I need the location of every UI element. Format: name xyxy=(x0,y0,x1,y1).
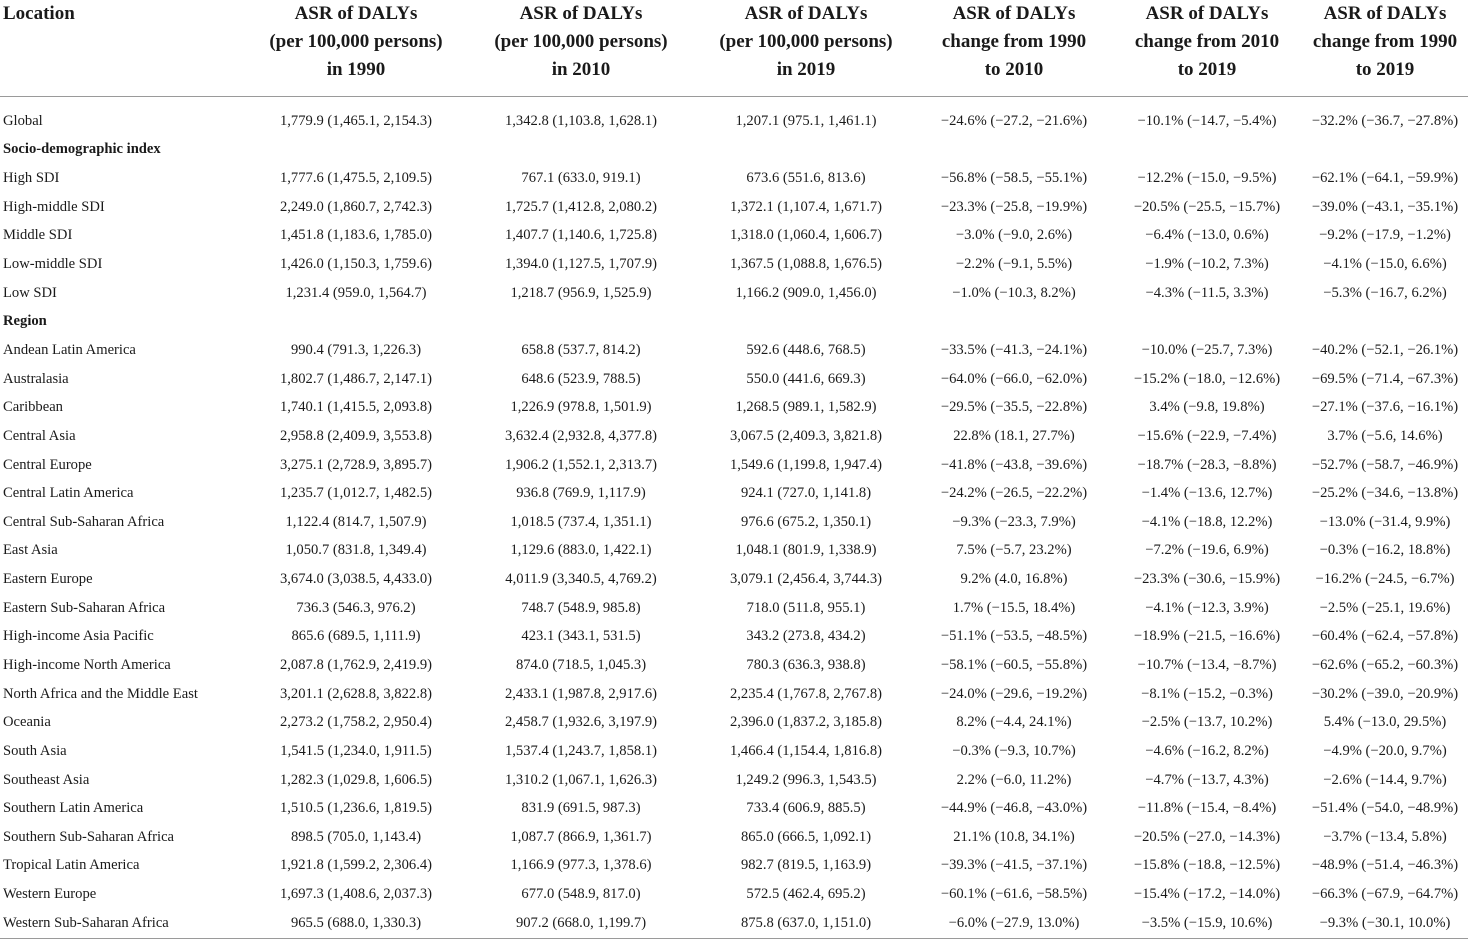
value-cell: 648.6 (523.9, 788.5) xyxy=(521,370,641,387)
value-cell: 343.2 (273.8, 434.2) xyxy=(746,628,866,645)
value-cell: 1,218.7 (956.9, 1,525.9) xyxy=(510,284,652,301)
location-cell: Australasia xyxy=(3,370,69,387)
value-cell: 2,087.8 (1,762.9, 2,419.9) xyxy=(279,656,432,673)
value-cell: 1,394.0 (1,127.5, 1,707.9) xyxy=(504,256,657,273)
table-row xyxy=(0,880,1468,909)
value-cell: 658.8 (537.7, 814.2) xyxy=(521,341,641,358)
column-header-change-1990-2019: ASR of DALYs change from 1990 to 2019 xyxy=(1302,0,1468,97)
table-header xyxy=(0,0,1468,107)
value-cell: −4.3% (−11.5, 3.3%) xyxy=(1145,284,1269,301)
value-cell: −24.0% (−29.6, −19.2%) xyxy=(940,685,1088,702)
value-cell: −52.7% (−58.7, −46.9%) xyxy=(1311,456,1459,473)
value-cell: 1,207.1 (975.1, 1,461.1) xyxy=(735,112,877,129)
value-cell: −12.2% (−15.0, −9.5%) xyxy=(1137,170,1277,187)
value-cell xyxy=(246,136,466,165)
table-row xyxy=(0,909,1468,938)
value-cell: 718.0 (511.8, 955.1) xyxy=(746,599,866,616)
value-cell: 2,249.0 (1,860.7, 2,742.3) xyxy=(279,198,432,215)
value-cell: −20.5% (−27.0, −14.3%) xyxy=(1133,828,1281,845)
location-cell: Southern Latin America xyxy=(3,800,144,817)
value-cell xyxy=(246,307,466,336)
value-cell: −2.5% (−13.7, 10.2%) xyxy=(1141,714,1273,731)
value-cell: 865.6 (689.5, 1,111.9) xyxy=(291,628,421,645)
value-cell: 3.7% (−5.6, 14.6%) xyxy=(1327,427,1443,444)
value-cell: 831.9 (691.5, 987.3) xyxy=(521,800,641,817)
value-cell: −15.8% (−18.8, −12.5%) xyxy=(1133,857,1281,874)
value-cell: 1,048.1 (801.9, 1,338.9) xyxy=(735,542,877,559)
value-cell xyxy=(466,307,696,336)
column-header-asr-2010: ASR of DALYs (per 100,000 persons) in 2010 xyxy=(466,0,696,97)
value-cell: −2.6% (−14.4, 9.7%) xyxy=(1323,771,1447,788)
location-cell: Oceania xyxy=(3,714,51,731)
location-cell: High-income North America xyxy=(3,656,171,673)
value-cell: 1,268.5 (989.1, 1,582.9) xyxy=(735,399,877,416)
value-cell: −1.4% (−13.6, 12.7%) xyxy=(1141,485,1273,502)
value-cell: 1,697.3 (1,408.6, 2,037.3) xyxy=(279,886,432,903)
table-row xyxy=(0,737,1468,766)
location-cell: High-income Asia Pacific xyxy=(3,628,154,645)
value-cell: −40.2% (−52.1, −26.1%) xyxy=(1311,341,1459,358)
table-row xyxy=(0,250,1468,279)
value-cell: 875.8 (637.0, 1,151.0) xyxy=(740,914,872,931)
table-row xyxy=(0,565,1468,594)
value-cell: 2,235.4 (1,767.8, 2,767.8) xyxy=(729,685,882,702)
location-cell: Tropical Latin America xyxy=(3,857,140,874)
location-cell: Central Europe xyxy=(3,456,92,473)
location-cell: Central Sub-Saharan Africa xyxy=(3,513,165,530)
value-cell: 1,166.9 (977.3, 1,378.6) xyxy=(510,857,652,874)
value-cell: −64.0% (−66.0, −62.0%) xyxy=(940,370,1088,387)
value-cell: −15.4% (−17.2, −14.0%) xyxy=(1133,886,1281,903)
value-cell: −10.1% (−14.7, −5.4%) xyxy=(1137,112,1277,129)
table-row xyxy=(0,336,1468,365)
value-cell xyxy=(1112,307,1302,336)
value-cell: 2,958.8 (2,409.9, 3,553.8) xyxy=(279,427,432,444)
value-cell: −15.2% (−18.0, −12.6%) xyxy=(1133,370,1281,387)
value-cell: 3,632.4 (2,932.8, 4,377.8) xyxy=(504,427,657,444)
location-cell: Middle SDI xyxy=(3,227,73,244)
value-cell: −4.9% (−20.0, 9.7%) xyxy=(1323,742,1447,759)
value-cell: 1,367.5 (1,088.8, 1,676.5) xyxy=(729,256,882,273)
value-cell: −56.8% (−58.5, −55.1%) xyxy=(940,170,1088,187)
value-cell: 733.4 (606.9, 885.5) xyxy=(746,800,866,817)
value-cell: 1,166.2 (909.0, 1,456.0) xyxy=(735,284,877,301)
value-cell: 2.2% (−6.0, 11.2%) xyxy=(956,771,1072,788)
section-label: Socio-demographic index xyxy=(3,141,161,158)
column-header-asr-2019: ASR of DALYs (per 100,000 persons) in 2019 xyxy=(696,0,916,97)
value-cell: 1,226.9 (978.8, 1,501.9) xyxy=(510,399,652,416)
table-row xyxy=(0,193,1468,222)
value-cell: 1,906.2 (1,552.1, 2,313.7) xyxy=(504,456,657,473)
value-cell: 1,740.1 (1,415.5, 2,093.8) xyxy=(279,399,432,416)
value-cell: 1,407.7 (1,140.6, 1,725.8) xyxy=(504,227,657,244)
value-cell: 4,011.9 (3,340.5, 4,769.2) xyxy=(505,571,657,588)
value-cell: 5.4% (−13.0, 29.5%) xyxy=(1323,714,1447,731)
value-cell: −1.9% (−10.2, 7.3%) xyxy=(1145,256,1269,273)
value-cell: −11.8% (−15.4, −8.4%) xyxy=(1137,800,1277,817)
table-row xyxy=(0,479,1468,508)
value-cell: −24.6% (−27.2, −21.6%) xyxy=(940,112,1088,129)
value-cell: 736.3 (546.3, 976.2) xyxy=(296,599,416,616)
column-header-asr-1990: ASR of DALYs (per 100,000 persons) in 1990 xyxy=(246,0,466,97)
value-cell: −9.2% (−17.9, −1.2%) xyxy=(1319,227,1451,244)
value-cell: 1,466.4 (1,154.4, 1,816.8) xyxy=(729,742,882,759)
value-cell: 990.4 (791.3, 1,226.3) xyxy=(290,341,422,358)
value-cell: 1.7% (−15.5, 18.4%) xyxy=(952,599,1076,616)
value-cell: −8.1% (−15.2, −0.3%) xyxy=(1141,685,1273,702)
value-cell: 673.6 (551.6, 813.6) xyxy=(746,170,866,187)
value-cell: −32.2% (−36.7, −27.8%) xyxy=(1311,112,1459,129)
footer-rule xyxy=(0,938,1468,945)
value-cell: 1,282.3 (1,029.8, 1,606.5) xyxy=(279,771,432,788)
value-cell: −48.9% (−51.4, −46.3%) xyxy=(1311,857,1459,874)
value-cell: −62.6% (−65.2, −60.3%) xyxy=(1311,656,1459,673)
section-header-row xyxy=(0,136,1468,165)
table-row xyxy=(0,794,1468,823)
value-cell: −20.5% (−25.5, −15.7%) xyxy=(1133,198,1281,215)
location-cell: High-middle SDI xyxy=(3,198,105,215)
value-cell: 1,537.4 (1,243.7, 1,858.1) xyxy=(504,742,657,759)
value-cell: −60.1% (−61.6, −58.5%) xyxy=(940,886,1088,903)
value-cell: −27.1% (−37.6, −16.1%) xyxy=(1311,399,1459,416)
location-cell: Central Asia xyxy=(3,427,76,444)
value-cell: −29.5% (−35.5, −22.8%) xyxy=(940,399,1088,416)
value-cell: 572.5 (462.4, 695.2) xyxy=(746,886,866,903)
value-cell: −30.2% (−39.0, −20.9%) xyxy=(1311,685,1459,702)
table-row xyxy=(0,623,1468,652)
value-cell: −1.0% (−10.3, 8.2%) xyxy=(952,284,1076,301)
location-cell: Global xyxy=(3,112,43,129)
table-row xyxy=(0,164,1468,193)
header-spacer xyxy=(0,97,1468,108)
value-cell: −44.9% (−46.8, −43.0%) xyxy=(940,800,1088,817)
value-cell: 3,674.0 (3,038.5, 4,433.0) xyxy=(279,571,432,588)
value-cell: 936.8 (769.9, 1,117.9) xyxy=(516,485,646,502)
value-cell: 874.0 (718.5, 1,045.3) xyxy=(515,656,647,673)
table-body xyxy=(0,107,1468,938)
value-cell: −39.3% (−41.5, −37.1%) xyxy=(940,857,1088,874)
value-cell: −23.3% (−30.6, −15.9%) xyxy=(1133,571,1281,588)
value-cell xyxy=(1302,307,1468,336)
value-cell: −0.3% (−16.2, 18.8%) xyxy=(1319,542,1451,559)
value-cell: 976.6 (675.2, 1,350.1) xyxy=(740,513,872,530)
value-cell xyxy=(916,136,1112,165)
value-cell: −58.1% (−60.5, −55.8%) xyxy=(940,656,1088,673)
table-row xyxy=(0,594,1468,623)
value-cell: 3,201.1 (2,628.8, 3,822.8) xyxy=(279,685,432,702)
value-cell: 1,249.2 (996.3, 1,543.5) xyxy=(735,771,877,788)
location-cell: Western Europe xyxy=(3,886,97,903)
value-cell: 1,310.2 (1,067.1, 1,626.3) xyxy=(504,771,657,788)
location-cell: East Asia xyxy=(3,542,58,559)
value-cell: 1,235.7 (1,012.7, 1,482.5) xyxy=(279,485,432,502)
header-row xyxy=(0,0,1468,97)
location-cell: Eastern Sub-Saharan Africa xyxy=(3,599,166,616)
value-cell: −25.2% (−34.6, −13.8%) xyxy=(1311,485,1459,502)
value-cell: 1,318.0 (1,060.4, 1,606.7) xyxy=(729,227,882,244)
value-cell: 3,079.1 (2,456.4, 3,744.3) xyxy=(729,571,882,588)
value-cell: 898.5 (705.0, 1,143.4) xyxy=(290,828,422,845)
value-cell: −5.3% (−16.7, 6.2%) xyxy=(1323,284,1447,301)
value-cell: −33.5% (−41.3, −24.1%) xyxy=(940,341,1088,358)
value-cell: 1,122.4 (814.7, 1,507.9) xyxy=(285,513,427,530)
table-row xyxy=(0,365,1468,394)
location-cell: High SDI xyxy=(3,170,60,187)
value-cell: 1,725.7 (1,412.8, 2,080.2) xyxy=(504,198,657,215)
value-cell: −9.3% (−23.3, 7.9%) xyxy=(952,513,1076,530)
value-cell: 9.2% (4.0, 16.8%) xyxy=(960,571,1068,588)
value-cell: −10.7% (−13.4, −8.7%) xyxy=(1137,656,1277,673)
value-cell: 1,451.8 (1,183.6, 1,785.0) xyxy=(279,227,432,244)
value-cell: −0.3% (−9.3, 10.7%) xyxy=(952,742,1076,759)
value-cell: −51.1% (−53.5, −48.5%) xyxy=(940,628,1088,645)
value-cell: −3.7% (−13.4, 5.8%) xyxy=(1323,828,1447,845)
value-cell: 907.2 (668.0, 1,199.7) xyxy=(515,914,647,931)
value-cell: −16.2% (−24.5, −6.7%) xyxy=(1315,571,1455,588)
value-cell: 1,921.8 (1,599.2, 2,306.4) xyxy=(279,857,432,874)
value-cell: 748.7 (548.9, 985.8) xyxy=(521,599,641,616)
value-cell: 7.5% (−5.7, 23.2%) xyxy=(956,542,1072,559)
value-cell xyxy=(1302,136,1468,165)
value-cell: −4.1% (−15.0, 6.6%) xyxy=(1323,256,1447,273)
value-cell: 3,275.1 (2,728.9, 3,895.7) xyxy=(279,456,432,473)
value-cell xyxy=(916,307,1112,336)
value-cell: −23.3% (−25.8, −19.9%) xyxy=(940,198,1088,215)
value-cell: 924.1 (727.0, 1,141.8) xyxy=(740,485,872,502)
value-cell: −2.2% (−9.1, 5.5%) xyxy=(955,256,1073,273)
table-row xyxy=(0,708,1468,737)
section-header-row xyxy=(0,307,1468,336)
value-cell: −3.5% (−15.9, 10.6%) xyxy=(1141,914,1273,931)
value-cell: −39.0% (−43.1, −35.1%) xyxy=(1311,198,1459,215)
value-cell: 965.5 (688.0, 1,330.3) xyxy=(290,914,422,931)
table-row xyxy=(0,680,1468,709)
column-header-change-2010-2019: ASR of DALYs change from 2010 to 2019 xyxy=(1112,0,1302,97)
value-cell: 865.0 (666.5, 1,092.1) xyxy=(740,828,872,845)
value-cell: 677.0 (548.9, 817.0) xyxy=(521,886,641,903)
value-cell: 592.6 (448.6, 768.5) xyxy=(746,341,866,358)
value-cell: −9.3% (−30.1, 10.0%) xyxy=(1319,914,1451,931)
location-cell: Eastern Europe xyxy=(3,571,93,588)
value-cell: −41.8% (−43.8, −39.6%) xyxy=(940,456,1088,473)
value-cell: −18.9% (−21.5, −16.6%) xyxy=(1133,628,1281,645)
value-cell: 1,018.5 (737.4, 1,351.1) xyxy=(510,513,652,530)
value-cell: −4.1% (−18.8, 12.2%) xyxy=(1141,513,1273,530)
value-cell: 1,426.0 (1,150.3, 1,759.6) xyxy=(279,256,432,273)
location-cell: Low SDI xyxy=(3,284,57,301)
table-row xyxy=(0,766,1468,795)
value-cell: 1,802.7 (1,486.7, 2,147.1) xyxy=(279,370,432,387)
value-cell: 1,510.5 (1,236.6, 1,819.5) xyxy=(279,800,432,817)
value-cell: −13.0% (−31.4, 9.9%) xyxy=(1319,513,1451,530)
location-cell: Western Sub-Saharan Africa xyxy=(3,914,169,931)
location-cell: Central Latin America xyxy=(3,485,134,502)
value-cell: −24.2% (−26.5, −22.2%) xyxy=(940,485,1088,502)
value-cell xyxy=(466,136,696,165)
value-cell: 1,777.6 (1,475.5, 2,109.5) xyxy=(279,170,432,187)
value-cell: 1,779.9 (1,465.1, 2,154.3) xyxy=(279,112,432,129)
value-cell: 1,050.7 (831.8, 1,349.4) xyxy=(285,542,427,559)
value-cell: 22.8% (18.1, 27.7%) xyxy=(953,427,1075,444)
value-cell xyxy=(696,307,916,336)
value-cell: −7.2% (−19.6, 6.9%) xyxy=(1145,542,1269,559)
value-cell: 767.1 (633.0, 919.1) xyxy=(521,170,641,187)
value-cell xyxy=(1112,136,1302,165)
value-cell: −69.5% (−71.4, −67.3%) xyxy=(1311,370,1459,387)
value-cell: 1,342.8 (1,103.8, 1,628.1) xyxy=(504,112,657,129)
value-cell: 3,067.5 (2,409.3, 3,821.8) xyxy=(729,427,882,444)
value-cell: −15.6% (−22.9, −7.4%) xyxy=(1137,427,1277,444)
table-row xyxy=(0,451,1468,480)
value-cell: −66.3% (−67.9, −64.7%) xyxy=(1311,886,1459,903)
value-cell: 8.2% (−4.4, 24.1%) xyxy=(956,714,1072,731)
value-cell: −4.6% (−16.2, 8.2%) xyxy=(1145,742,1269,759)
value-cell: −4.7% (−13.7, 4.3%) xyxy=(1145,771,1269,788)
value-cell: 2,458.7 (1,932.6, 3,197.9) xyxy=(504,714,657,731)
table-row xyxy=(0,422,1468,451)
table-row xyxy=(0,107,1468,136)
value-cell: 1,087.7 (866.9, 1,361.7) xyxy=(510,828,652,845)
value-cell: −18.7% (−28.3, −8.8%) xyxy=(1137,456,1277,473)
value-cell: 2,396.0 (1,837.2, 3,185.8) xyxy=(729,714,882,731)
location-cell: Southeast Asia xyxy=(3,771,90,788)
value-cell: 3.4% (−9.8, 19.8%) xyxy=(1149,399,1265,416)
value-cell: 1,541.5 (1,234.0, 1,911.5) xyxy=(280,742,432,759)
value-cell: −6.0% (−27.9, 13.0%) xyxy=(948,914,1080,931)
column-header-location: Location xyxy=(0,0,246,97)
value-cell: −62.1% (−64.1, −59.9%) xyxy=(1311,170,1459,187)
location-cell: North Africa and the Middle East xyxy=(3,685,198,702)
value-cell: 21.1% (10.8, 34.1%) xyxy=(953,828,1075,845)
value-cell: 780.3 (636.3, 938.8) xyxy=(746,656,866,673)
value-cell: 423.1 (343.1, 531.5) xyxy=(521,628,641,645)
value-cell: −3.0% (−9.0, 2.6%) xyxy=(955,227,1073,244)
table-footer xyxy=(0,938,1468,945)
table-row xyxy=(0,393,1468,422)
value-cell: 1,231.4 (959.0, 1,564.7) xyxy=(285,284,427,301)
table-row xyxy=(0,823,1468,852)
table-row xyxy=(0,651,1468,680)
value-cell: 1,549.6 (1,199.8, 1,947.4) xyxy=(729,456,882,473)
value-cell: 550.0 (441.6, 669.3) xyxy=(746,370,866,387)
value-cell: 982.7 (819.5, 1,163.9) xyxy=(740,857,872,874)
table-row xyxy=(0,852,1468,881)
value-cell: −6.4% (−13.0, 0.6%) xyxy=(1145,227,1269,244)
location-cell: Southern Sub-Saharan Africa xyxy=(3,828,175,845)
value-cell: −51.4% (−54.0, −48.9%) xyxy=(1311,800,1459,817)
location-cell: Andean Latin America xyxy=(3,341,136,358)
value-cell: 2,433.1 (1,987.8, 2,917.6) xyxy=(504,685,657,702)
value-cell: 2,273.2 (1,758.2, 2,950.4) xyxy=(279,714,432,731)
table-row xyxy=(0,537,1468,566)
value-cell: −60.4% (−62.4, −57.8%) xyxy=(1311,628,1459,645)
table-row xyxy=(0,508,1468,537)
value-cell: 1,372.1 (1,107.4, 1,671.7) xyxy=(729,198,882,215)
value-cell: 1,129.6 (883.0, 1,422.1) xyxy=(510,542,652,559)
location-cell: Caribbean xyxy=(3,399,63,416)
value-cell: −4.1% (−12.3, 3.9%) xyxy=(1145,599,1269,616)
location-cell: Low-middle SDI xyxy=(3,256,103,273)
section-label: Region xyxy=(3,313,47,330)
location-cell: South Asia xyxy=(3,742,67,759)
table-row xyxy=(0,279,1468,308)
table-row xyxy=(0,222,1468,251)
value-cell: −2.5% (−25.1, 19.6%) xyxy=(1319,599,1451,616)
column-header-change-1990-2010: ASR of DALYs change from 1990 to 2010 xyxy=(916,0,1112,97)
value-cell: −10.0% (−25.7, 7.3%) xyxy=(1141,341,1273,358)
value-cell xyxy=(696,136,916,165)
